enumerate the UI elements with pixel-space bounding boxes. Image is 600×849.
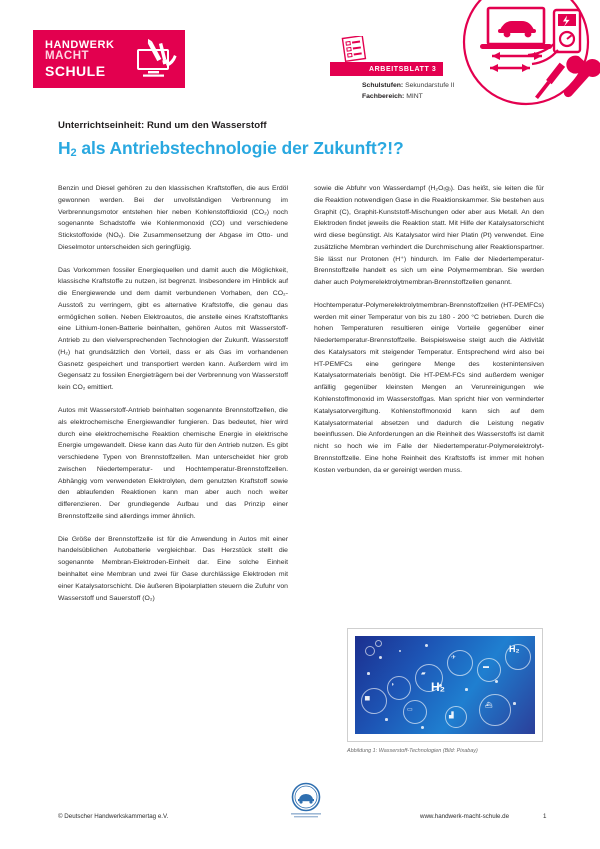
brand-logo-line2: MACHT <box>45 50 90 63</box>
unit-title: Unterrichtseinheit: Rund um den Wasserstoff <box>58 120 267 131</box>
brand-logo-line3: SCHULE <box>45 62 106 79</box>
figure-label-h2-corner: H₂ <box>509 644 520 654</box>
paragraph: Die Größe der Brennstoffzelle ist für die Anwendung in Autos mit einer handelsüblichen Autobatterie vergleichbar. Das Herzstück stellt die sogenannte Membran-Elektroden-Einheit dar. Eine solche Einheit beinhaltet eine Membran und zwei für Gase durchlässige Elektroden mit einer Katalysatorschicht. Die äußeren Bipolarplatten steuern die Zufuhr von Wasserstoff und Sauerstoff (O₂) <box>58 535 288 602</box>
footer-website[interactable]: www.handwerk-macht-schule.de <box>420 813 510 820</box>
paragraph: Hochtemperatur-Polymerelektrolytmembran-Brennstoffzellen (HT-PEMFCs) werden mit einer Temperatur von bis zu 180 - 200 °C betrieben. Durch die hohen Temperaturen resultieren einige Vorteile gegenüber einer Niedertemperatur-Brennstoffzelle. Beispielsweise steigt auch die Aktivität des Katalysators mit steigender Temperatur. Entsprechend wird also bei HT-PEMFCs eine geringere Menge des kostenintensiven Katalysatormaterials benötigt. Die HT-PEM-FCs sind außerdem weniger anfällig gegenüber kleinsten Mengen an Verunreinigungen wie Kohlenstoffmonoxid im Wasserstoffgas. Man spricht hier von verminderter Katalysatorvergiftung. Kohlenstoffmonoxid kann sich auf dem Katalysatormaterial absetzen und dadurch die Leistung negativ beeinflussen. Die Anforderungen an die Reinheit des Wasserstoffs ist damit nicht so hoch wie im Falle der Niedertemperatur-Polymerelektrolyt-Brennstoffzelle. Eine hohe Reinheit des Kraftstoffs ist immer mit hohen Kosten verbunden, da er gereinigt werden muss. <box>314 301 544 474</box>
footer-page-number: 1 <box>543 813 547 820</box>
paragraph: sowie die Abfuhr von Wasserdampf (H₂O₍g₎). Das heißt, sie leiten die für die Reaktion notwendigen Gase in die Reaktionskammer. Sie bestehen aus Graphit (C), Graphit-Kunststoff-Mischungen oder aber aus Metall. An den Elektroden findet jeweils die Reaktion statt. Mit Hilfe der Katalysatorschicht wird diese begünstigt. Als Katalysator wird hier Platin (Pt) verwendet. Eine zusätzliche Membran verhindert die Durchmischung aller Reaktionspartner. Sie lässt nur Protonen (H⁺) hindurch. Im Falle der Niedertemperatur-Brennstoffzelle handelt es sich um eine Polymermembran. Sie werden daher auch Polymerelektrolytmembran-Brennstoffzellen genannt. <box>314 185 544 287</box>
figure-caption: Abbildung 1: Wasserstoff-Technologien (Bild: Pixabay) <box>347 748 478 754</box>
paragraph: Benzin und Diesel gehören zu den klassischen Kraftstoffen, die aus Erdöl gewonnen werden. Bei der unvollständigen Verbrennung im Verbrennungsmotor entstehen hier neben Kohlenstoffdioxid (CO₂) noch sogenannte Schadstoffe wie Kohlenmonoxid (CO) und verschiedene Stickstoffoxide (NOₓ). Die Zusammensetzung der Abgase im Otto- und Dieselmotor unterscheiden sich geringfügig. <box>58 185 288 251</box>
figure-label-h2-center: H₂ <box>431 680 445 694</box>
article-body <box>58 183 545 604</box>
brand-logo <box>33 30 185 88</box>
hydrogen-technologies-illustration: ✈ ▬ ▰ ◗ ▅ ▭ ▟ ⛴ H₂ H₂ <box>355 636 535 734</box>
meta-value-schulstufen: Sekundarstufe II <box>405 82 455 89</box>
page-title-subscript: 2 <box>70 147 77 159</box>
brand-logo-line1: HANDWERK <box>45 38 115 51</box>
meta-value-fachbereich: MINT <box>406 93 423 100</box>
page-header <box>0 0 600 118</box>
page-title-rest: als Antriebstechnologie der Zukunft?!? <box>76 138 404 158</box>
worksheet-badge-bar <box>330 62 364 76</box>
meta-label-schulstufen: Schulstufen: <box>362 82 404 89</box>
paragraph: Autos mit Wasserstoff-Antrieb beinhalten sogenannte Brennstoffzellen, die als elektrochemische Energiewandler fungieren. Das bedeutet, hier wird durch eine elektrochemische Reaktion chemische Energie in elektrische Energie umgewandelt. Diese kann das Auto für den Antrieb nutzen. Es gibt verschiedene Typen von Brennstoffzellen. Man unterscheidet hier grob zwischen Niedertemperatur- und Hochtemperatur-Brennstoffzellen. Abhängig vom verwendeten Elektrolyten, dem genutzten Kraftstoff sowie den ablaufenden Reaktionen kann man aber auch noch weiter differenzieren. Der grundlegende Aufbau und das Prinzip einer Brennstoffzelle sind allerdings immer ähnlich. <box>58 407 288 520</box>
worksheet-paper-icon <box>340 36 368 62</box>
meta-label-fachbereich: Fachbereich: <box>362 93 405 100</box>
footer-copyright: © Deutscher Handwerkskammertag e.V. <box>58 813 169 820</box>
page-title <box>58 138 404 159</box>
tools-monitor-icon <box>132 38 178 80</box>
worksheet-badge: ARBEITSBLATT 3 <box>362 62 443 76</box>
left-column <box>58 183 288 604</box>
page-footer <box>0 808 600 838</box>
brand-logo-wordmark <box>45 40 114 78</box>
figure-frame <box>347 628 543 742</box>
right-column <box>314 183 544 604</box>
paragraph: Das Vorkommen fossiler Energiequellen und damit auch die Möglichkeit, klassische Kraftstoffe zu nutzen, ist begrenzt. Insbesondere im Hinblick auf die Energiewende und dem damit verbundenen Vorhaben, den CO₂-Ausstoß zu verringern, gibt es alternative Kraftstoffe, die genau das ermöglichen sollen. Neben Elektroautos, die anstelle eines Kraftstofftanks eine Lithium-Ionen-Batterie beinhalten, gehören Autos mit Wasserstoff-Antrieb zu den vielversprechenden Technologien der Zukunft. Wasserstoff (H₂) hat grundsätzlich den Vorteil, dass er als Gas im vorhandenen Gasnetz gespeichert und transportiert werden kann. Außerdem wird im Gegensatz zu fossilen Energieträgern bei der Verbrennung von Wasserstoff kein CO₂ emittiert. <box>58 266 288 392</box>
figure-block <box>347 628 545 754</box>
laptop-car-multimeter-wrench-icon <box>430 0 600 116</box>
page-title-h: H <box>58 138 71 158</box>
